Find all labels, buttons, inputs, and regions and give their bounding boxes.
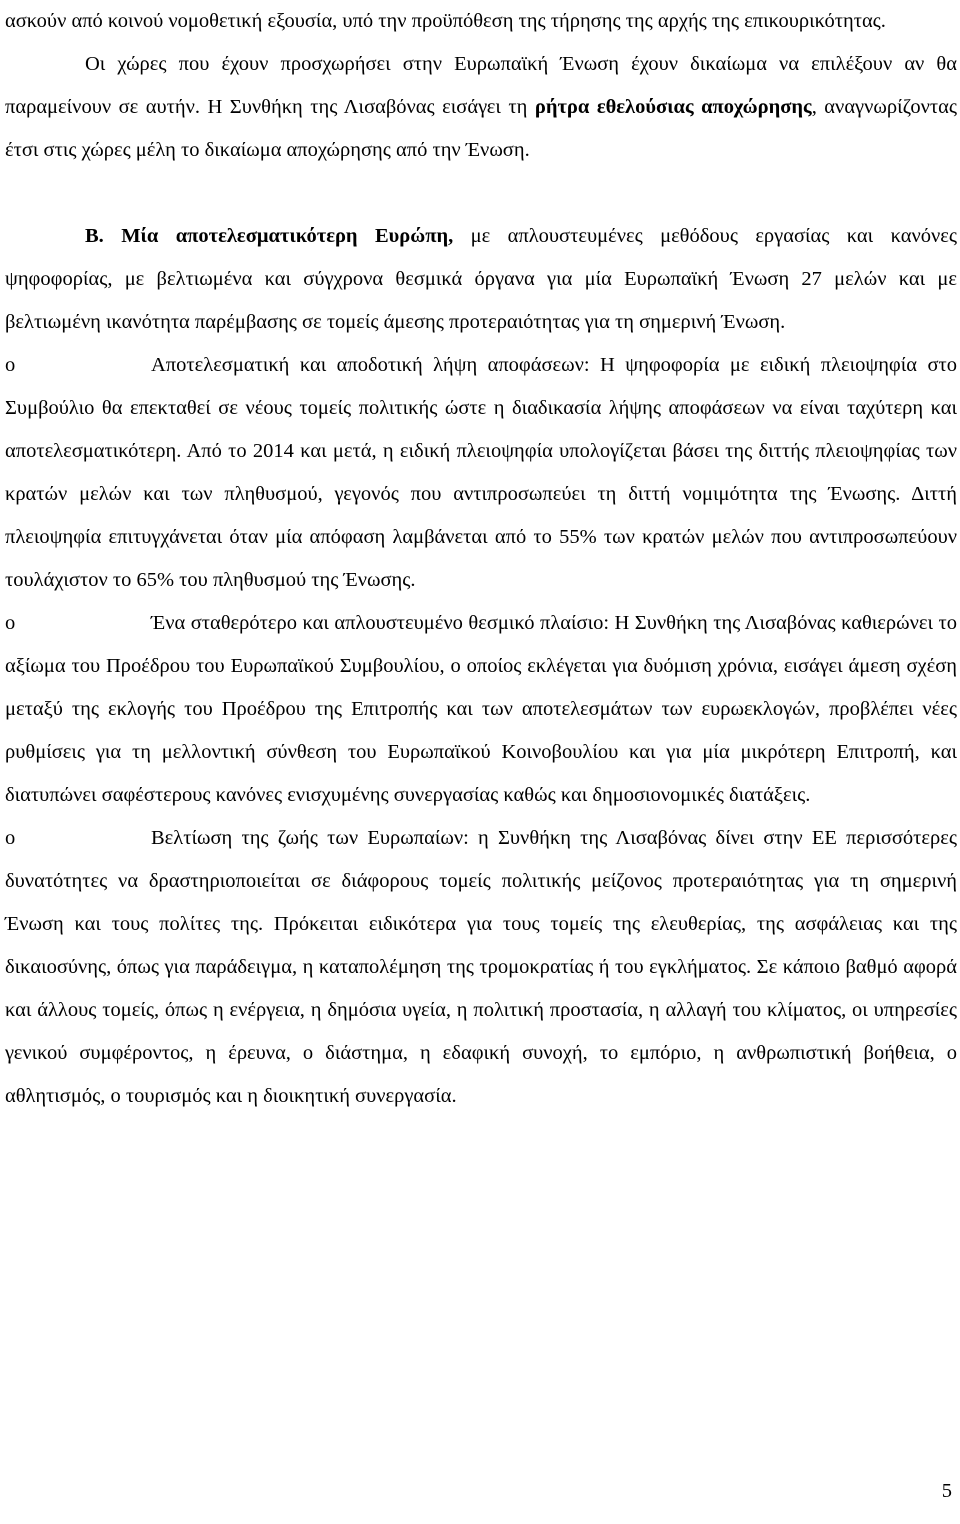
section-b-heading: Β. Μία αποτελεσματικότερη Ευρώπη, xyxy=(85,225,454,247)
bullet-marker: o xyxy=(5,354,16,376)
document-page xyxy=(5,0,957,1118)
paragraph-continuation: ασκούν από κοινού νομοθετική εξουσία, υπό την προϋπόθεση της τήρησης της αρχής της επικουρικότητας. xyxy=(5,10,886,32)
paragraph-text: Οι χώρες που έχουν προσχωρήσει στην Ευρωπαϊκή Ένωση έχουν δικαίωμα να επιλέξουν αν θα παραμείνουν σε αυτήν. Η Συνθήκη της Λισαβόνας εισάγει τη xyxy=(5,53,957,118)
list-item xyxy=(5,344,957,602)
section-b-paragraph xyxy=(5,215,957,344)
list-item-text: Βελτίωση της ζωής των Ευρωπαίων: η Συνθήκη της Λισαβόνας δίνει στην ΕΕ περισσότερες δυνατότητες να δραστηριοποιείται σε διάφορους τομείς πολιτικής μείζονος προτεραιότητας για τη σημερινή Ένωση και τους πολίτες της. Πρόκειται ειδικότερα για τους τομείς της ελευθερίας, της ασφάλειας και της δικαιοσύνης, όπως για παράδειγμα, η καταπολέμηση της τρομοκρατίας ή του εγκλήματος. Σε κάποιο βαθμό αφορά και άλλους τομείς, όπως η ενέργεια, η δημόσια υγεία, η πολιτική προστασία, η αλλαγή του κλίματος, οι υπηρεσίες γενικού συμφέροντος, η έρευνα, ο διάστημα, η εδαφική συνοχή, το εμπόριο, η ανθρωπιστική βοήθεια, ο αθλητισμός, ο τουρισμός και η διοικητική συνεργασία. xyxy=(5,827,957,1107)
paragraph-withdrawal-clause xyxy=(5,43,957,172)
page-number: 5 xyxy=(941,1480,952,1502)
bold-term-withdrawal-clause: ρήτρα εθελούσιας αποχώρησης xyxy=(534,96,812,118)
list-item xyxy=(5,817,957,1118)
list-item xyxy=(5,602,957,817)
bullet-marker: o xyxy=(5,827,16,849)
list-item-text: Αποτελεσματική και αποδοτική λήψη αποφάσεων: Η ψηφοφορία με ειδική πλειοψηφία στο Συμβούλιο θα επεκταθεί σε νέους τομείς πολιτικής ώστε η διαδικασία λήψης αποφάσεων να είναι ταχύτερη και αποτελεσματικότερη. Από το 2014 και μετά, η ειδική πλειοψηφία υπολογίζεται βάσει της διττής πλειοψηφίας των κρατών μελών και των πληθυσμού, γεγονός που αντιπροσωπεύει τη διττή νομιμότητα της Ένωσης. Διττή πλειοψηφία επιτυγχάνεται όταν μία απόφαση λαμβάνεται από το 55% των κρατών μελών που αντιπροσωπεύουν τουλάχιστον το 65% του πληθυσμού της Ένωσης. xyxy=(5,354,957,591)
paragraph-text: , αναγνωρίζοντας έτσι στις χώρες μέλη το δικαίωμα αποχώρησης από την Ένωση. xyxy=(5,96,957,161)
bullet-marker: o xyxy=(5,612,16,634)
paragraph-text: με απλουστευμένες μεθόδους εργασίας και κανόνες ψηφοφορίας, με βελτιωμένα και σύγχρονα θεσμικά όργανα για μία Ευρωπαϊκή Ένωση 27 μελών και με βελτιωμένη ικανότητα παρέμβασης σε τομείς άμεσης προτεραιότητας για τη σημερινή Ένωση. xyxy=(5,225,957,333)
list-item-text: Ένα σταθερότερο και απλουστευμένο θεσμικό πλαίσιο: Η Συνθήκη της Λισαβόνας καθιερώνει το αξίωμα του Προέδρου του Ευρωπαϊκού Συμβουλίου, ο οποίος εκλέγεται για δυόμιση χρόνια, εισάγει άμεση σχέση μεταξύ της εκλογής του Προέδρου της Επιτροπής και των αποτελεσμάτων των ευρωεκλογών, προβλέπει νέες ρυθμίσεις για τη μελλοντική σύνθεση του Ευρωπαϊκού Κοινοβουλίου και για μία μικρότερη Επιτροπή, και διατυπώνει σαφέστερους κανόνες ενισχυμένης συνεργασίας καθώς και δημοσιονομικές διατάξεις. xyxy=(5,612,957,806)
